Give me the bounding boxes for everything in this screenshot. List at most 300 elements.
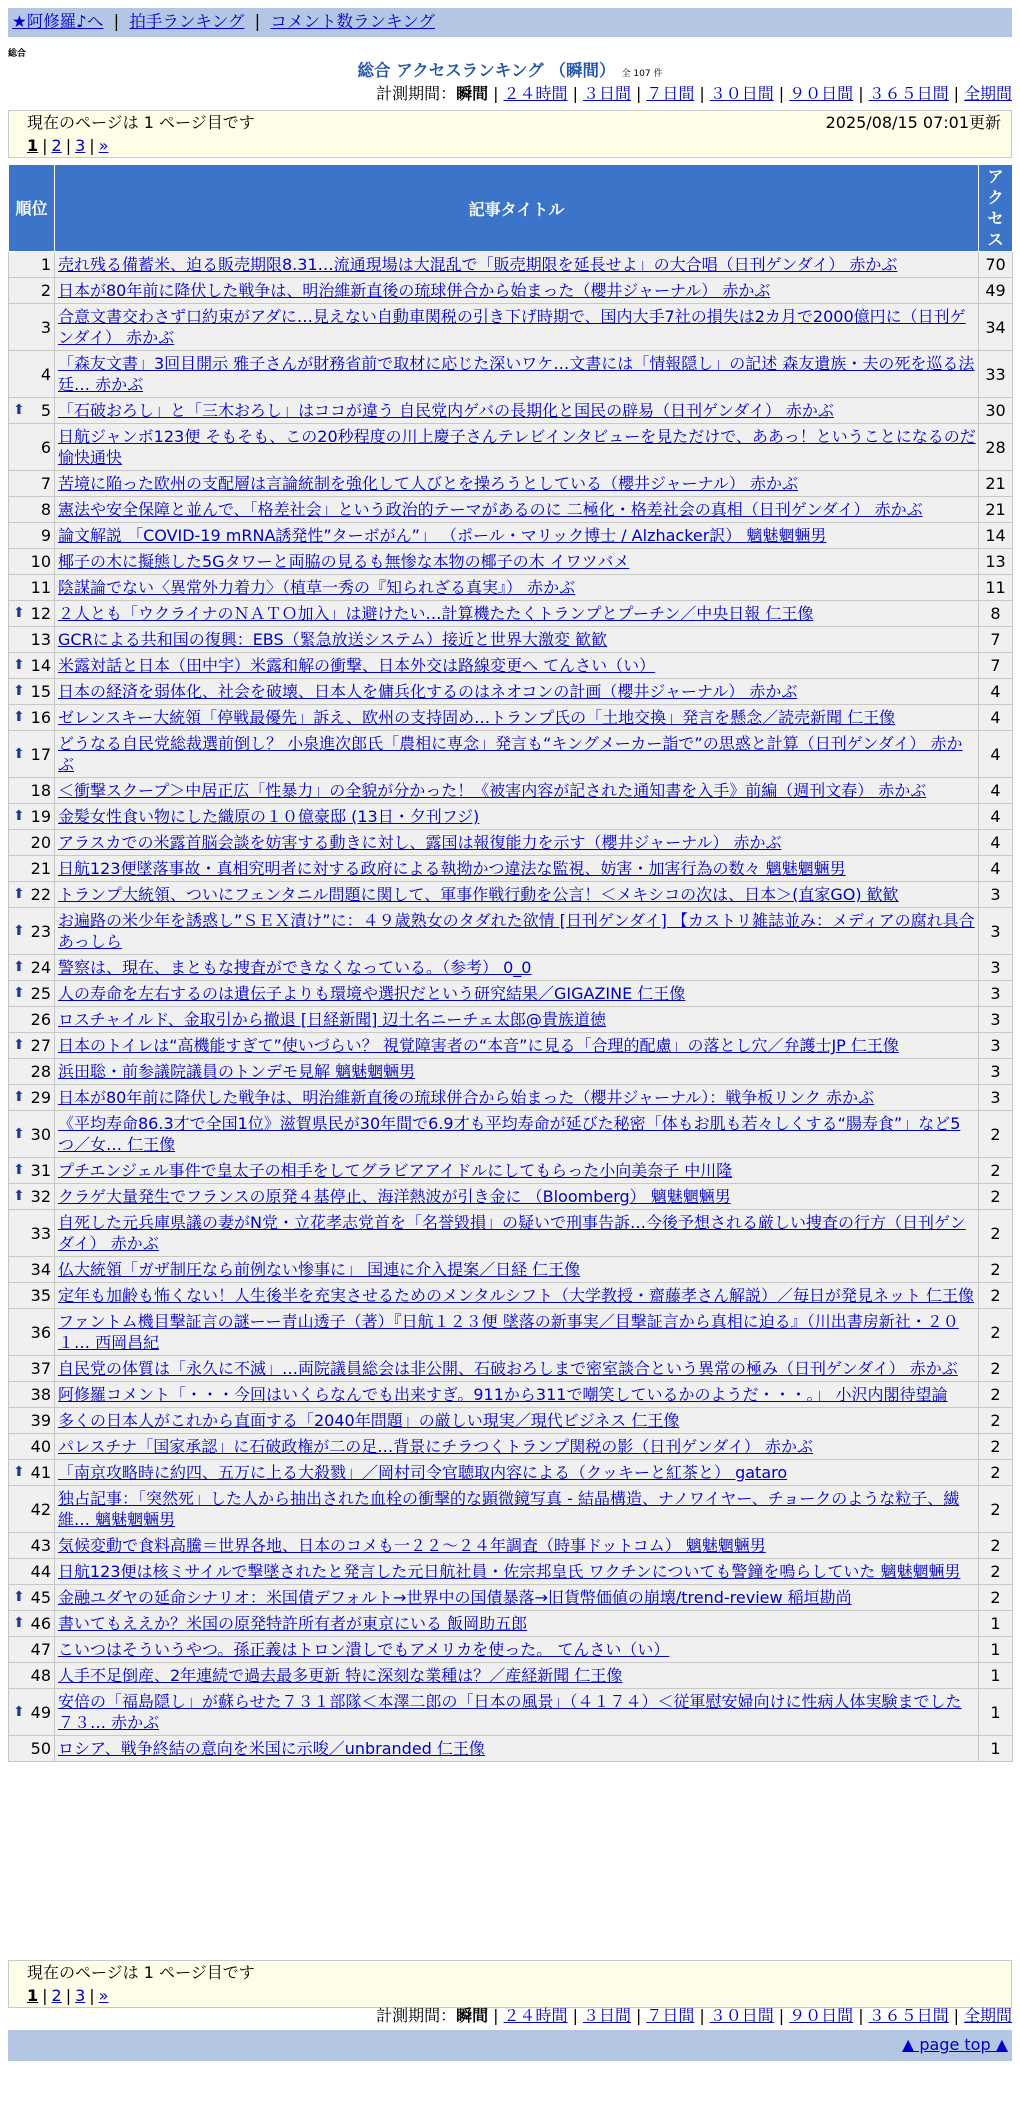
article-link[interactable]: 多くの日本人がこれから直面する「2040年問題」の厳しい現実／現代ビジネス 仁王像	[58, 1411, 680, 1430]
title-cell	[55, 1689, 979, 1736]
access-count: 21	[979, 497, 1013, 523]
rank-number: 12	[30, 604, 51, 623]
article-link[interactable]: ファントム機目撃証言の謎ーー青山透子（著）『日航１２３便 墜落の新事実／目撃証言から真相に迫る』（川出書房新社・２０１… 西岡昌紀	[58, 1312, 959, 1352]
rank-cell	[9, 471, 55, 497]
rank-number: 13	[30, 630, 51, 649]
rank-cell	[9, 424, 55, 471]
rank-cell	[9, 778, 55, 804]
table-row	[9, 1434, 1013, 1460]
access-count: 70	[979, 252, 1013, 278]
article-link[interactable]: 合意文書交わさず口約束がアダに…見えない自動車関税の引き下げ時期で、国内大手7社の損失は2カ月で2000億円に（日刊ゲンダイ） 赤かぶ	[58, 307, 966, 347]
article-link[interactable]: アラスカでの米露首脳会談を妨害する動きに対し、露国は報復能力を示す（櫻井ジャーナル） 赤かぶ	[58, 833, 782, 852]
table-row	[9, 1585, 1013, 1611]
table-row	[9, 1356, 1013, 1382]
clap-ranking-link[interactable]: 拍手ランキング	[129, 12, 245, 31]
article-link[interactable]: 売れ残る備蓄米、迫る販売期限8.31…流通現場は大混乱で「販売期限を延長せよ」の大合唱（日刊ゲンダイ） 赤かぶ	[58, 255, 898, 274]
article-link[interactable]: トランプ大統領、ついにフェンタニル問題に関して、軍事作戦行動を公言！＜メキシコの次は、日本＞(直家GO) 歓歓	[58, 885, 899, 904]
rank-cell	[9, 830, 55, 856]
access-count: 2	[979, 1257, 1013, 1283]
access-count: 2	[979, 1460, 1013, 1486]
article-link[interactable]: 米露対話と日本（田中宇）米露和解の衝撃、日本外交は路線変更へ てんさい（い）	[58, 656, 656, 675]
rank-number: 14	[30, 656, 51, 675]
title-cell	[55, 304, 979, 351]
article-link[interactable]: 金融ユダヤの延命シナリオ：米国債デフォルト→世界中の国債暴落→旧貨幣価値の崩壊/trend-review 稲垣勘尚	[58, 1588, 852, 1607]
rank-cell	[9, 1533, 55, 1559]
access-count: 2	[979, 1382, 1013, 1408]
access-count: 1	[979, 1611, 1013, 1637]
article-link[interactable]: 椰子の木に擬態した5Gタワーと両脇の見るも無惨な本物の椰子の木 イワツバメ	[58, 552, 630, 571]
rank-cell	[9, 549, 55, 575]
page-separator: |	[89, 1986, 95, 2005]
article-link[interactable]: クラゲ大量発生でフランスの原発４基停止、海洋熱波が引き金に （Bloomberg） 魑魅魍魎男	[58, 1187, 731, 1206]
article-link[interactable]: 日航123便墜落事故・真相究明者に対する政府による執拗かつ違法な監視、妨害・加害行為の数々 魑魅魍魎男	[58, 859, 846, 878]
table-row	[9, 1007, 1013, 1033]
table-row	[9, 1184, 1013, 1210]
rank-number: 37	[30, 1359, 51, 1378]
access-count: 3	[979, 1059, 1013, 1085]
article-link[interactable]: ロシア、戦争終結の意向を米国に示唆／unbranded 仁王像	[58, 1739, 485, 1758]
rank-number: 42	[30, 1499, 51, 1519]
access-count: 2	[979, 1408, 1013, 1434]
rank-number: 25	[30, 984, 51, 1003]
period-separator: |	[858, 84, 864, 103]
access-count: 2	[979, 1210, 1013, 1257]
access-count: 28	[979, 424, 1013, 471]
title-cell	[55, 778, 979, 804]
page-link[interactable]: »	[98, 136, 109, 155]
arrow-up-icon: ⬆	[13, 886, 25, 902]
title-cell	[55, 278, 979, 304]
title-cell	[55, 252, 979, 278]
rank-number: 48	[30, 1666, 51, 1685]
article-link[interactable]: 「森友文書」3回目開示 雅子さんが財務省前で取材に応じた深いワケ…文書には「情報隠し」の記述 森友遺族・夫の死を巡る法廷… 赤かぶ	[58, 354, 975, 394]
title-cell	[55, 1486, 979, 1533]
access-count: 4	[979, 731, 1013, 778]
period-separator: |	[635, 2006, 642, 2025]
period-link[interactable]: ３０日間	[709, 2006, 774, 2025]
article-link[interactable]: こいつはそういうやつ。孫正義はトロン潰しでもアメリカを使った。 てんさい（い）	[58, 1640, 670, 1659]
page-current: 1	[27, 1986, 39, 2005]
period-link[interactable]: ３日間	[582, 84, 631, 103]
arrow-up-icon: ⬆	[13, 1089, 25, 1105]
table-row	[9, 1257, 1013, 1283]
table-row	[9, 653, 1013, 679]
article-link[interactable]: ＜衝撃スクープ＞中居正広「性暴力」の全貌が分かった！《被害内容が記された通知書を入手》前編（週刊文春） 赤かぶ	[58, 781, 927, 800]
table-header-row	[9, 165, 1013, 252]
rank-number: 34	[30, 1260, 51, 1279]
page-status-text: 現在のページは 1 ページ目です	[27, 1963, 255, 1982]
title-cell	[55, 424, 979, 471]
rank-cell	[9, 804, 55, 830]
table-row	[9, 1460, 1013, 1486]
title-cell	[55, 1434, 979, 1460]
arrow-up-icon: ⬆	[13, 985, 25, 1001]
table-row	[9, 497, 1013, 523]
table-row	[9, 731, 1013, 778]
access-count: 3	[979, 1033, 1013, 1059]
period-separator: |	[572, 84, 578, 103]
rank-number: 6	[40, 437, 51, 457]
article-link[interactable]: 人の寿命を左右するのは遺伝子よりも環境や選択だという研究結果／GIGAZINE 仁王像	[58, 984, 686, 1003]
period-link[interactable]: ９０日間	[789, 84, 854, 103]
pager-box-bottom	[8, 1960, 1012, 2008]
table-row	[9, 908, 1013, 955]
home-link[interactable]: ★阿修羅♪へ	[12, 12, 104, 31]
access-count: 4	[979, 679, 1013, 705]
rank-cell	[9, 1309, 55, 1356]
rank-cell	[9, 1559, 55, 1585]
rank-number: 41	[30, 1463, 51, 1482]
title-cell	[55, 351, 979, 398]
article-link[interactable]: 論文解説 「COVID-19 mRNA誘発性”ターボがん”」 （ポール・マリック博士 / Alzhacker訳） 魑魅魍魎男	[58, 526, 827, 545]
article-link[interactable]: お遍路の米少年を誘惑し”ＳＥＸ漬け”に：４９歳熟女のタダれた欲情 [日刊ゲンダイ] 【カストリ雑誌並み：メディアの腐れ具合 あっしら	[58, 911, 975, 951]
access-count: 7	[979, 627, 1013, 653]
title-header: 記事タイトル	[55, 165, 979, 252]
rank-number: 10	[30, 552, 51, 571]
page-separator: |	[65, 1986, 72, 2005]
article-link[interactable]: 「南京攻略時に約四、五万に上る大殺戮」／岡村司令官聴取内容による（クッキーと紅茶と） gataro	[58, 1463, 788, 1482]
rank-cell	[9, 398, 55, 424]
period-link[interactable]: ２４時間	[503, 84, 568, 103]
period-separator: |	[493, 2006, 499, 2025]
article-link[interactable]: 人手不足倒産、2年連続で過去最多更新 特に深刻な業種は？／産経新聞 仁王像	[58, 1666, 623, 1685]
rank-cell	[9, 1356, 55, 1382]
article-link[interactable]: どうなる自民党総裁選前倒し？ 小泉進次郎氏「農相に専念」発言も“キングメーカー詣で”の思惑と計算（日刊ゲンダイ） 赤かぶ	[58, 734, 963, 774]
period-link[interactable]: ３日間	[582, 2006, 631, 2025]
access-count: 2	[979, 1585, 1013, 1611]
table-row	[9, 1689, 1013, 1736]
table-row	[9, 804, 1013, 830]
rank-number: 18	[30, 781, 51, 800]
rank-number: 26	[30, 1010, 51, 1029]
rank-number: 15	[30, 682, 51, 701]
rank-number: 31	[30, 1161, 51, 1180]
period-separator: |	[493, 84, 499, 103]
access-count: 3	[979, 882, 1013, 908]
table-row	[9, 1663, 1013, 1689]
top-nav-bar	[8, 8, 1012, 37]
rank-cell	[9, 278, 55, 304]
period-selector-bottom	[376, 2006, 1012, 2026]
rank-number: 21	[30, 859, 51, 878]
period-link[interactable]: ７日間	[646, 84, 695, 103]
period-label: 計測期間：	[376, 84, 457, 103]
arrow-up-icon: ⬆	[13, 1162, 25, 1178]
arrow-up-icon: ⬆	[13, 1589, 25, 1605]
table-row	[9, 1637, 1013, 1663]
access-count: 13	[979, 549, 1013, 575]
article-link[interactable]: 日本のトイレは“高機能すぎて”使いづらい？ 視覚障害者の“本音”に見る「合理的配慮」の落とし穴／弁護士JP 仁王像	[58, 1036, 899, 1055]
page-separator: |	[42, 136, 48, 155]
period-link[interactable]: ３６５日間	[868, 84, 949, 103]
rank-cell	[9, 1663, 55, 1689]
rank-cell	[9, 252, 55, 278]
rank-cell	[9, 1460, 55, 1486]
access-count: 2	[979, 1356, 1013, 1382]
period-selector-top	[376, 84, 1012, 104]
article-link[interactable]: パレスチナ「国家承認」に石破政権が二の足…背景にチラつくトランプ関税の影（日刊ゲンダイ） 赤かぶ	[58, 1437, 814, 1456]
page-link[interactable]: »	[98, 1986, 109, 2005]
table-row	[9, 1408, 1013, 1434]
rank-number: 1	[40, 255, 51, 274]
access-count: 4	[979, 705, 1013, 731]
table-row	[9, 1158, 1013, 1184]
article-link[interactable]: 《平均寿命86.3才で全国1位》滋賀県民が30年間で6.9才も平均寿命が延びた秘密「体もお肌も若々しくする“腸寿食”」など5つ／女… 仁王像	[58, 1114, 961, 1154]
title-cell	[55, 471, 979, 497]
arrow-up-icon: ⬆	[13, 1125, 25, 1142]
access-count: 4	[979, 778, 1013, 804]
arrow-up-icon: ⬆	[13, 605, 25, 621]
table-row	[9, 549, 1013, 575]
period-separator: |	[858, 2006, 864, 2025]
access-count: 3	[979, 955, 1013, 981]
article-link[interactable]: GCRによる共和国の復興：EBS（緊急放送システム）接近と世界大激変 歓歓	[58, 630, 608, 649]
page-link[interactable]: 3	[75, 136, 86, 155]
pagination	[9, 1984, 1011, 2007]
rank-cell	[9, 705, 55, 731]
article-link[interactable]: プチエンジェル事件で皇太子の相手をしてグラビアアイドルにしてもらった小向美奈子 中川隆	[58, 1161, 733, 1180]
rank-number: 50	[30, 1739, 51, 1758]
access-header: アクセス	[979, 165, 1013, 252]
article-link[interactable]: 浜田聡・前参議院議員のトンデモ見解 魑魅魍魎男	[58, 1062, 416, 1081]
title-cell	[55, 1085, 979, 1111]
table-row	[9, 304, 1013, 351]
article-link[interactable]: 警察は、現在、まともな捜査ができなくなっている。（参考） 0_0	[58, 958, 532, 977]
title-cell	[55, 1585, 979, 1611]
access-count: 2	[979, 1158, 1013, 1184]
rank-cell	[9, 601, 55, 627]
access-count: 2	[979, 1309, 1013, 1356]
rank-cell	[9, 908, 55, 955]
article-link[interactable]: 日航ジャンボ123便 そもそも、この20秒程度の川上慶子さんテレビインタビューを見ただけで、ああっ！ということになるのだ 愉快通快	[58, 427, 976, 467]
page-link[interactable]: 3	[75, 1986, 86, 2005]
table-row	[9, 1210, 1013, 1257]
period-link[interactable]: ９０日間	[789, 2006, 854, 2025]
page-title-text: 総合 アクセスランキング （瞬間）	[357, 61, 616, 80]
rank-number: 45	[30, 1588, 51, 1607]
article-link[interactable]: 日航123便は核ミサイルで撃墜されたと発言した元日航社員・佐宗邦皇氏 ワクチンについても警鐘を鳴らしていた 魑魅魍魎男	[58, 1562, 961, 1581]
table-row	[9, 523, 1013, 549]
rank-cell	[9, 1637, 55, 1663]
rank-number: 20	[30, 833, 51, 852]
period-link[interactable]: ３０日間	[709, 84, 774, 103]
access-count: 34	[979, 304, 1013, 351]
article-link[interactable]: 気候変動で食料高騰＝世界各地、日本のコメも一２２～２４年調査（時事ドットコム） 魑魅魍魎男	[58, 1536, 766, 1555]
rank-cell	[9, 856, 55, 882]
arrow-up-icon: ⬆	[13, 808, 25, 824]
access-count: 11	[979, 575, 1013, 601]
period-separator: |	[699, 2006, 705, 2025]
table-row	[9, 778, 1013, 804]
rank-number: 11	[30, 578, 51, 597]
rank-cell	[9, 679, 55, 705]
article-link[interactable]: 仏大統領「ガザ制圧なら前例ない惨事に」 国連に介入提案／日経 仁王像	[58, 1260, 581, 1279]
rank-number: 4	[40, 364, 51, 384]
article-link[interactable]: 定年も加齢も怖くない！人生後半を充実させるためのメンタルシフト（大学教授・齋藤孝さん解説）／毎日が発見ネット 仁王像	[58, 1286, 975, 1305]
rank-number: 47	[30, 1640, 51, 1659]
rank-number: 23	[30, 921, 51, 941]
access-count: 21	[979, 471, 1013, 497]
rank-number: 29	[30, 1088, 51, 1107]
period-separator: |	[699, 84, 705, 103]
article-link[interactable]: 独占記事：「突然死」した人から抽出された血栓の衝撃的な顕微鏡写真 - 結晶構造、ナノワイヤー、チョークのような粒子、繊維… 魑魅魍魎男	[58, 1489, 960, 1529]
access-count: 49	[979, 278, 1013, 304]
rank-cell	[9, 1085, 55, 1111]
article-link[interactable]: ゼレンスキー大統領「停戦最優先」訴え、欧州の支持固め…トランプ氏の「土地交換」発言を懸念／読売新聞 仁王像	[58, 708, 896, 727]
updated-timestamp: 2025/08/15 07:01更新	[825, 113, 1001, 132]
arrow-up-icon: ⬆	[13, 657, 25, 673]
comment-ranking-link[interactable]: コメント数ランキング	[270, 12, 435, 31]
article-link[interactable]: 金髪女性食い物にした織原の１０億豪邸 (13日・夕刊フジ)	[58, 807, 480, 826]
rank-cell	[9, 1059, 55, 1085]
rank-cell	[9, 731, 55, 778]
period-link[interactable]: ７日間	[646, 2006, 695, 2025]
title-cell	[55, 549, 979, 575]
page-link[interactable]: 2	[51, 1986, 62, 2005]
access-count: 2	[979, 1486, 1013, 1533]
title-cell	[55, 1382, 979, 1408]
period-link[interactable]: ３６５日間	[868, 2006, 949, 2025]
table-row	[9, 1111, 1013, 1158]
article-link[interactable]: 安倍の「福島隠し」が蘇らせた７３１部隊＜本澤二郎の「日本の風景」（４１７４）＜従軍慰安婦向けに性病人体実験までした７３… 赤かぶ	[58, 1692, 962, 1732]
rank-number: 24	[30, 958, 51, 977]
title-cell	[55, 1184, 979, 1210]
rank-number: 32	[30, 1187, 51, 1206]
table-row	[9, 278, 1013, 304]
title-cell	[55, 1408, 979, 1434]
article-link[interactable]: 日本の経済を弱体化、社会を破壊、日本人を傭兵化するのはネオコンの計画（櫻井ジャーナル） 赤かぶ	[58, 682, 798, 701]
access-count: 3	[979, 908, 1013, 955]
access-count: 1	[979, 1663, 1013, 1689]
table-row	[9, 601, 1013, 627]
title-cell	[55, 1111, 979, 1158]
access-count: 14	[979, 523, 1013, 549]
rank-number: 36	[30, 1322, 51, 1342]
table-row	[9, 1559, 1013, 1585]
table-row	[9, 252, 1013, 278]
article-link[interactable]: 陰謀論でない〈異常外力着力〉（植草一秀の『知られざる真実』） 赤かぶ	[58, 578, 576, 597]
arrow-up-icon: ⬆	[13, 1188, 25, 1204]
title-cell	[55, 830, 979, 856]
pagination	[9, 134, 1011, 157]
arrow-up-icon: ⬆	[13, 1615, 25, 1631]
rank-cell	[9, 1158, 55, 1184]
table-row	[9, 351, 1013, 398]
bottom-bar	[8, 2030, 1012, 2061]
arrow-up-icon: ⬆	[13, 745, 25, 762]
rank-cell	[9, 1283, 55, 1309]
title-cell	[55, 1736, 979, 1762]
rank-number: 22	[30, 885, 51, 904]
title-cell	[55, 1663, 979, 1689]
title-cell	[55, 627, 979, 653]
rank-cell	[9, 882, 55, 908]
article-link[interactable]: 阿修羅コメント「・・・今回はいくらなんでも出来すぎ。911から311で嘲笑しているかのようだ・・・。」 小沢内閣待望論	[58, 1385, 948, 1404]
article-link[interactable]: 書いてもええか？米国の原発特許所有者が東京にいる 飯岡助五郎	[58, 1614, 528, 1633]
table-row	[9, 1309, 1013, 1356]
access-count: 3	[979, 1085, 1013, 1111]
period-link[interactable]: 全期間	[963, 84, 1012, 103]
page-separator: |	[65, 136, 72, 155]
table-row	[9, 1736, 1013, 1762]
article-link[interactable]: 日本が80年前に降伏した戦争は、明治維新直後の琉球併合から始まった（櫻井ジャーナル）：戦争板リンク 赤かぶ	[58, 1088, 875, 1107]
page-separator: |	[89, 136, 95, 155]
rank-number: 3	[40, 317, 51, 337]
article-link[interactable]: 「石破おろし」と「三木おろし」はココが違う 自民党内ゲバの長期化と国民の辟易（日刊ゲンダイ） 赤かぶ	[58, 401, 834, 420]
article-link[interactable]: 憲法や安全保障と並んで、「格差社会」という政治的テーマがあるのに 二極化・格差社会の真相（日刊ゲンダイ） 赤かぶ	[58, 500, 923, 519]
article-link[interactable]: 日本が80年前に降伏した戦争は、明治維新直後の琉球併合から始まった（櫻井ジャーナル） 赤かぶ	[58, 281, 771, 300]
title-cell	[55, 601, 979, 627]
rank-cell	[9, 1111, 55, 1158]
article-link[interactable]: 自民党の体質は「永久に不滅」…両院議員総会は非公開、石破おろしまで密室談合という異常の極み（日刊ゲンダイ） 赤かぶ	[58, 1359, 958, 1378]
access-count: 2	[979, 1434, 1013, 1460]
period-link[interactable]: 全期間	[963, 2006, 1012, 2025]
title-cell	[55, 497, 979, 523]
title-cell	[55, 1158, 979, 1184]
rank-cell	[9, 981, 55, 1007]
access-count: 3	[979, 981, 1013, 1007]
title-cell	[55, 705, 979, 731]
rank-cell	[9, 1210, 55, 1257]
table-row	[9, 705, 1013, 731]
title-cell	[55, 1033, 979, 1059]
rank-cell	[9, 1434, 55, 1460]
rank-cell	[9, 351, 55, 398]
title-cell	[55, 955, 979, 981]
article-link[interactable]: ロスチャイルド、金取引から撤退 [日経新聞] 辺土名ニーチェ太郎@貴族道徳	[58, 1010, 606, 1029]
access-count: 4	[979, 830, 1013, 856]
rank-number: 38	[30, 1385, 51, 1404]
rank-cell	[9, 1486, 55, 1533]
article-link[interactable]: ２人とも「ウクライナのＮＡＴＯ加入」は避けたい…計算機たたくトランプとプーチン／中央日報 仁王像	[58, 604, 814, 623]
rank-number: 35	[30, 1286, 51, 1305]
article-link[interactable]: 自死した元兵庫県議の妻がN党・立花孝志党首を「名誉毀損」の疑いで刑事告訴…今後予想される厳しい捜査の行方（日刊ゲンダイ） 赤かぶ	[58, 1213, 966, 1253]
category-label: 総合	[8, 49, 27, 59]
title-cell	[55, 804, 979, 830]
period-separator: |	[778, 84, 785, 103]
access-count: 2	[979, 1283, 1013, 1309]
article-link[interactable]: 苦境に陥った欧州の支配層は言論統制を強化して人びとを操ろうとしている（櫻井ジャーナル） 赤かぶ	[58, 474, 798, 493]
access-count: 30	[979, 398, 1013, 424]
arrow-up-icon: ⬆	[13, 1037, 25, 1053]
table-row	[9, 679, 1013, 705]
page-link[interactable]: 2	[51, 136, 62, 155]
title-cell	[55, 575, 979, 601]
rank-number: 17	[30, 744, 51, 764]
rank-cell	[9, 1007, 55, 1033]
table-row	[9, 856, 1013, 882]
rank-cell	[9, 1689, 55, 1736]
rank-cell	[9, 1184, 55, 1210]
rank-cell	[9, 1611, 55, 1637]
page-top-link[interactable]: ▲ page top ▲	[901, 2035, 1008, 2054]
period-separator: |	[953, 2006, 959, 2025]
rank-number: 7	[40, 474, 51, 493]
table-row	[9, 1611, 1013, 1637]
rank-cell	[9, 575, 55, 601]
rank-cell	[9, 627, 55, 653]
period-link[interactable]: ２４時間	[503, 2006, 568, 2025]
rank-number: 43	[30, 1536, 51, 1555]
period-current: 瞬間	[456, 2006, 489, 2025]
arrow-up-icon: ⬆	[13, 959, 25, 975]
access-count: 2	[979, 1111, 1013, 1158]
rank-number: 28	[30, 1062, 51, 1081]
title-cell	[55, 398, 979, 424]
table-row	[9, 1033, 1013, 1059]
title-cell	[55, 1309, 979, 1356]
arrow-up-icon: ⬆	[13, 1464, 25, 1480]
